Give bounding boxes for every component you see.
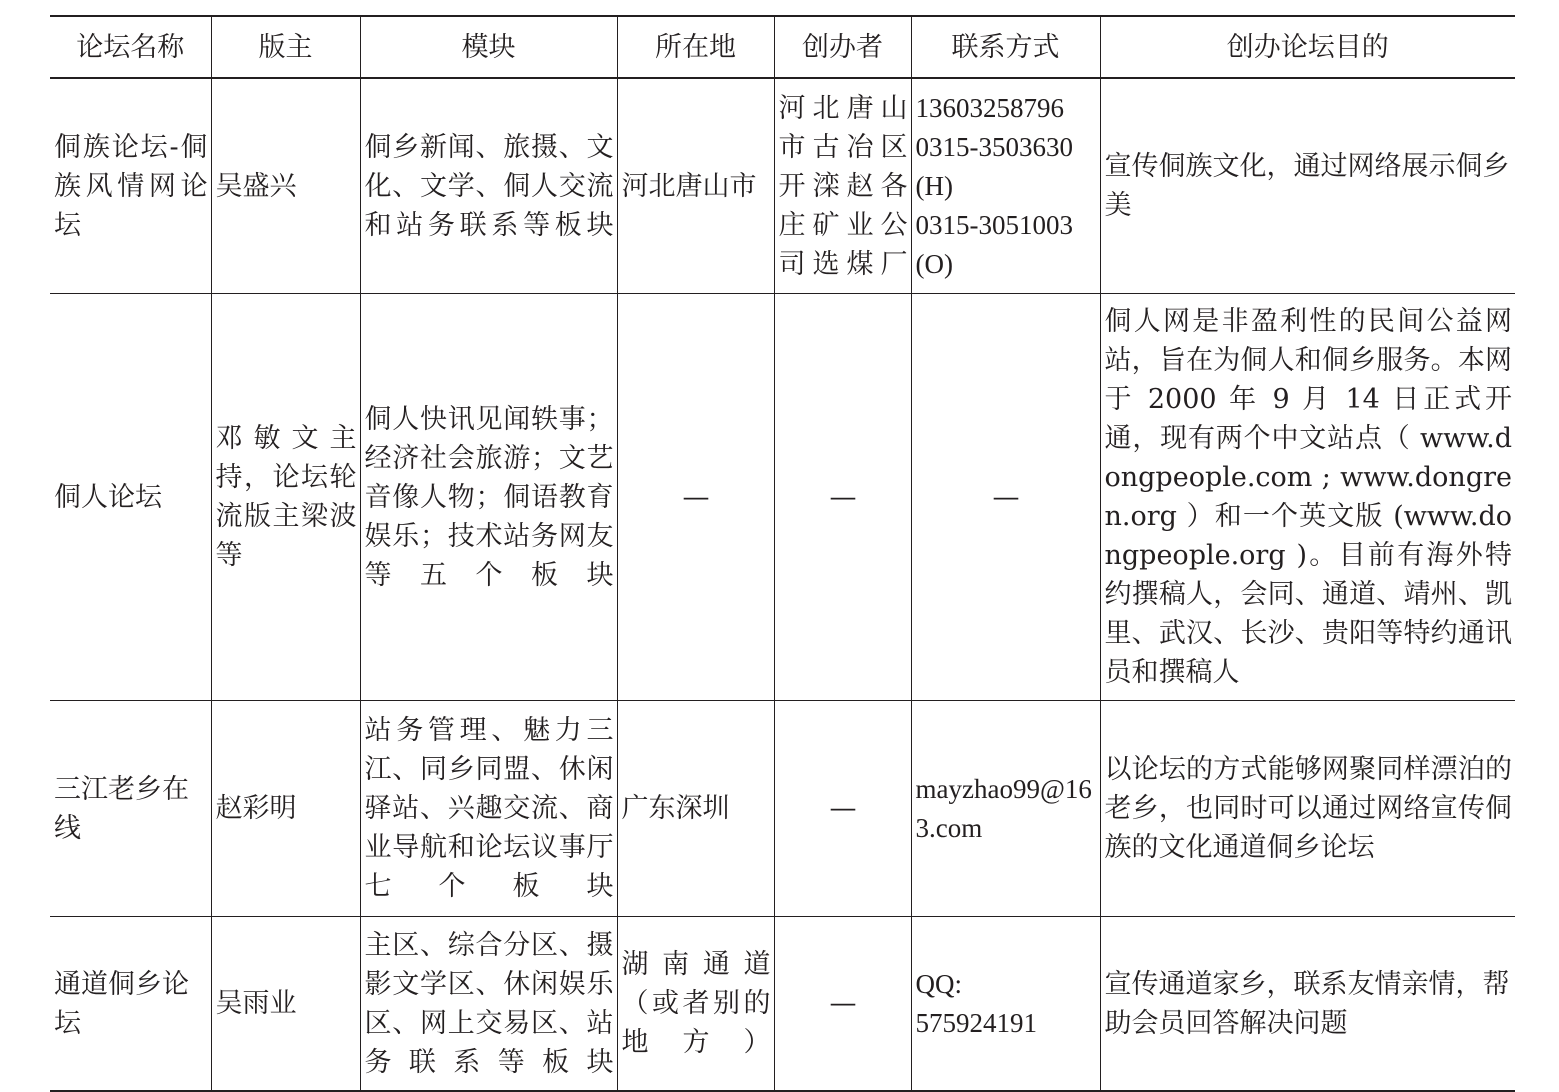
column-header-location: 所在地 <box>617 16 774 78</box>
table-row <box>50 294 1515 701</box>
purpose-cell: 侗人网是非盈利性的民间公益网站，旨在为侗人和侗乡服务。本网于 2000 年 9 月 14 日正式开通，现有两个中文站点（ www.dongpeople.com ; www.dongren.org ）和一个英文版 (www.dongpeople.org )。目前有海外特约撰稿人，会同、通道、靖州、凯里、武汉、长沙、贵阳等特约通讯员和撰稿人 <box>1100 294 1515 701</box>
founder-cell: — <box>774 917 911 1092</box>
founder-cell: — <box>774 701 911 917</box>
founder-cell: 河北唐山市古冶区开滦赵各庄矿业公司选煤厂 <box>774 78 911 294</box>
modules-cell: 站务管理、魅力三江、同乡同盟、休闲驿站、兴趣交流、商业导航和论坛议事厅七个板块 <box>360 701 617 917</box>
contact-cell <box>911 78 1100 294</box>
founder-cell: — <box>774 294 911 701</box>
header-row <box>50 16 1515 78</box>
contact-line: 0315-3503630 <box>915 131 1073 162</box>
modules-cell: 侗人快讯见闻轶事；经济社会旅游；文艺音像人物；侗语教育娱乐；技术站务网友等五个板块 <box>360 294 617 701</box>
moderator-cell: 邓敏文主持，论坛轮流版主梁波等 <box>211 294 360 701</box>
table-row <box>50 701 1515 917</box>
modules-cell: 主区、综合分区、摄影文学区、休闲娱乐区、网上交易区、站务联系等板块 <box>360 917 617 1092</box>
forum-name-cell: 侗人论坛 <box>50 294 211 701</box>
column-header-moderator: 版主 <box>211 16 360 78</box>
contact-cell <box>911 917 1100 1092</box>
contact-line: (H) <box>915 170 953 201</box>
forum-name-cell: 通道侗乡论坛 <box>50 917 211 1092</box>
forum-name-cell: 三江老乡在线 <box>50 701 211 917</box>
forum-name-cell: 侗族论坛-侗族风情网论坛 <box>50 78 211 294</box>
location-cell: — <box>617 294 774 701</box>
purpose-cell: 以论坛的方式能够网聚同样漂泊的老乡，也同时可以通过网络宣传侗族的文化通道侗乡论坛 <box>1100 701 1515 917</box>
location-cell: 湖南通道（或者别的地方） <box>617 917 774 1092</box>
location-cell: 广东深圳 <box>617 701 774 917</box>
purpose-cell: 宣传侗族文化，通过网络展示侗乡美 <box>1100 78 1515 294</box>
location-cell: 河北唐山市 <box>617 78 774 294</box>
contact-line: 13603258796 <box>915 92 1064 123</box>
table-row <box>50 917 1515 1092</box>
column-header-contact: 联系方式 <box>911 16 1100 78</box>
contact-line: 575924191 <box>915 1007 1037 1038</box>
moderator-cell: 赵彩明 <box>211 701 360 917</box>
moderator-cell: 吴雨业 <box>211 917 360 1092</box>
column-header-purpose: 创办论坛目的 <box>1100 16 1515 78</box>
table-row <box>50 78 1515 294</box>
column-header-modules: 模块 <box>360 16 617 78</box>
column-header-founder: 创办者 <box>774 16 911 78</box>
forum-table <box>50 15 1515 1092</box>
contact-line: 0315-3051003 <box>915 209 1073 240</box>
contact-cell: — <box>911 294 1100 701</box>
purpose-cell: 宣传通道家乡，联系友情亲情，帮助会员回答解决问题 <box>1100 917 1515 1092</box>
contact-cell: mayzhao99@163.com <box>911 701 1100 917</box>
contact-line: QQ: <box>915 968 962 999</box>
column-header-forum-name: 论坛名称 <box>50 16 211 78</box>
modules-cell: 侗乡新闻、旅摄、文化、文学、侗人交流和站务联系等板块 <box>360 78 617 294</box>
contact-line: (O) <box>915 248 953 279</box>
moderator-cell: 吴盛兴 <box>211 78 360 294</box>
